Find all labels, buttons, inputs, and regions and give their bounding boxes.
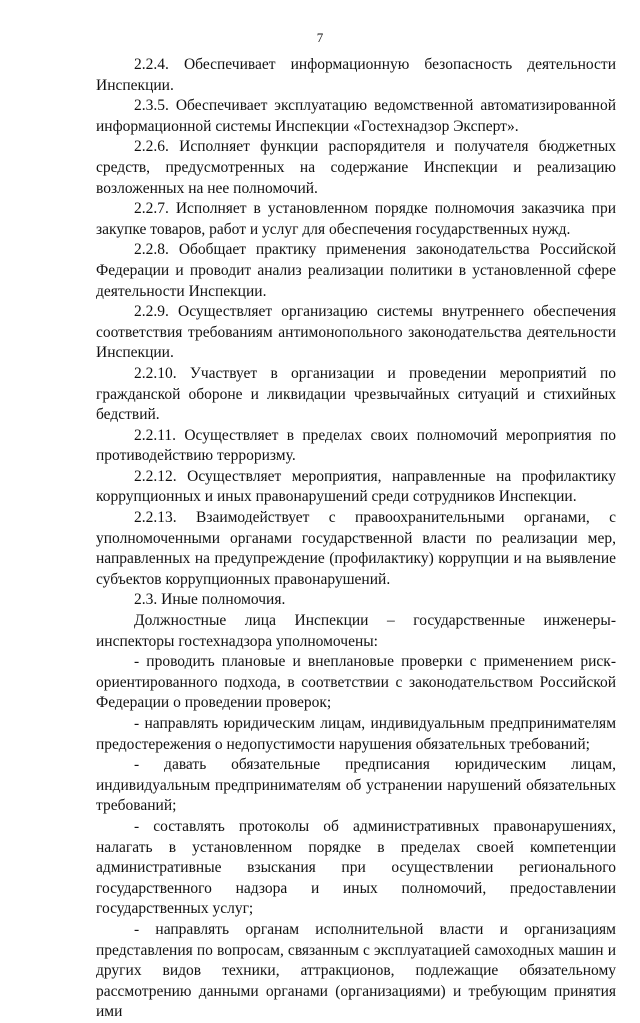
list-item: - составлять протоколы об административных правонарушениях, налагать в установленном порядке в пределах своей компетенции административные взыскания при осуществлении регионального государственного надзора и иных полномочий, предоставлении государственных услуг; — [96, 817, 616, 918]
list-item: - направлять юридическим лицам, индивидуальным предпринимателям предостережения о недопустимости нарушения обязательных требований; — [96, 715, 616, 753]
section-heading: 2.3. Иные полномочия. — [134, 591, 286, 609]
paragraph: 2.2.11. Осуществляет в пределах своих полномочий мероприятия по противодействию терроризму. — [96, 426, 616, 465]
paragraph: 2.2.7. Исполняет в установленном порядке полномочия заказчика при закупке товаров, работ и услуг для обеспечения государственных нужд. — [96, 200, 616, 238]
paragraph: Должностные лица Инспекции – государственные инженеры-инспекторы гостехнадзора уполномочены: — [96, 612, 616, 650]
list-item: - направлять органам исполнительной власти и организациям представления по вопросам, связанным с эксплуатацией самоходных машин и других видов техники, аттракционов, подлежащие обязательному рассмотрению данными органами (организациями) и требующим принятия ими — [96, 920, 616, 1021]
document-body — [96, 55, 616, 1023]
paragraph: 2.2.13. Взаимодействует с правоохранительными органами, с уполномоченными органами государственной власти по реализации мер, направленных на предупреждение (профилактику) коррупции и на выявление субъектов коррупционных правонарушений. — [96, 509, 616, 588]
list-item: - давать обязательные предписания юридическим лицам, индивидуальным предпринимателям об устранении нарушений обязательных требований; — [96, 756, 616, 815]
list-item: - проводить плановые и внеплановые проверки с применением риск-ориентированного подхода, в соответствии с законодательством Российской Федерации о проведении проверок; — [96, 653, 616, 712]
paragraph: 2.3.5. Обеспечивает эксплуатацию ведомственной автоматизированной информационной системы Инспекции «Гостехнадзор Эксперт». — [96, 97, 616, 135]
paragraph: 2.2.10. Участвует в организации и проведении мероприятий по гражданской обороне и ликвидации чрезвычайных ситуаций и стихийных бедствий. — [96, 364, 616, 424]
paragraph: 2.2.9. Осуществляет организацию системы внутреннего обеспечения соответствия требованиям антимонопольного законодательства деятельности Инспекции. — [96, 303, 616, 362]
paragraph: 2.2.8. Обобщает практику применения законодательства Российской Федерации и проводит анализ реализации политики в установленной сфере деятельности Инспекции. — [96, 241, 616, 300]
paragraph: 2.2.6. Исполняет функции распорядителя и получателя бюджетных средств, предусмотренных на содержание Инспекции и реализацию возложенных на нее полномочий. — [96, 138, 616, 197]
page-number: 7 — [316, 30, 324, 45]
paragraph: 2.2.12. Осуществляет мероприятия, направленные на профилактику коррупционных и иных правонарушений среди сотрудников Инспекции. — [96, 467, 616, 506]
paragraph: 2.2.4. Обеспечивает информационную безопасность деятельности Инспекции. — [96, 56, 616, 94]
